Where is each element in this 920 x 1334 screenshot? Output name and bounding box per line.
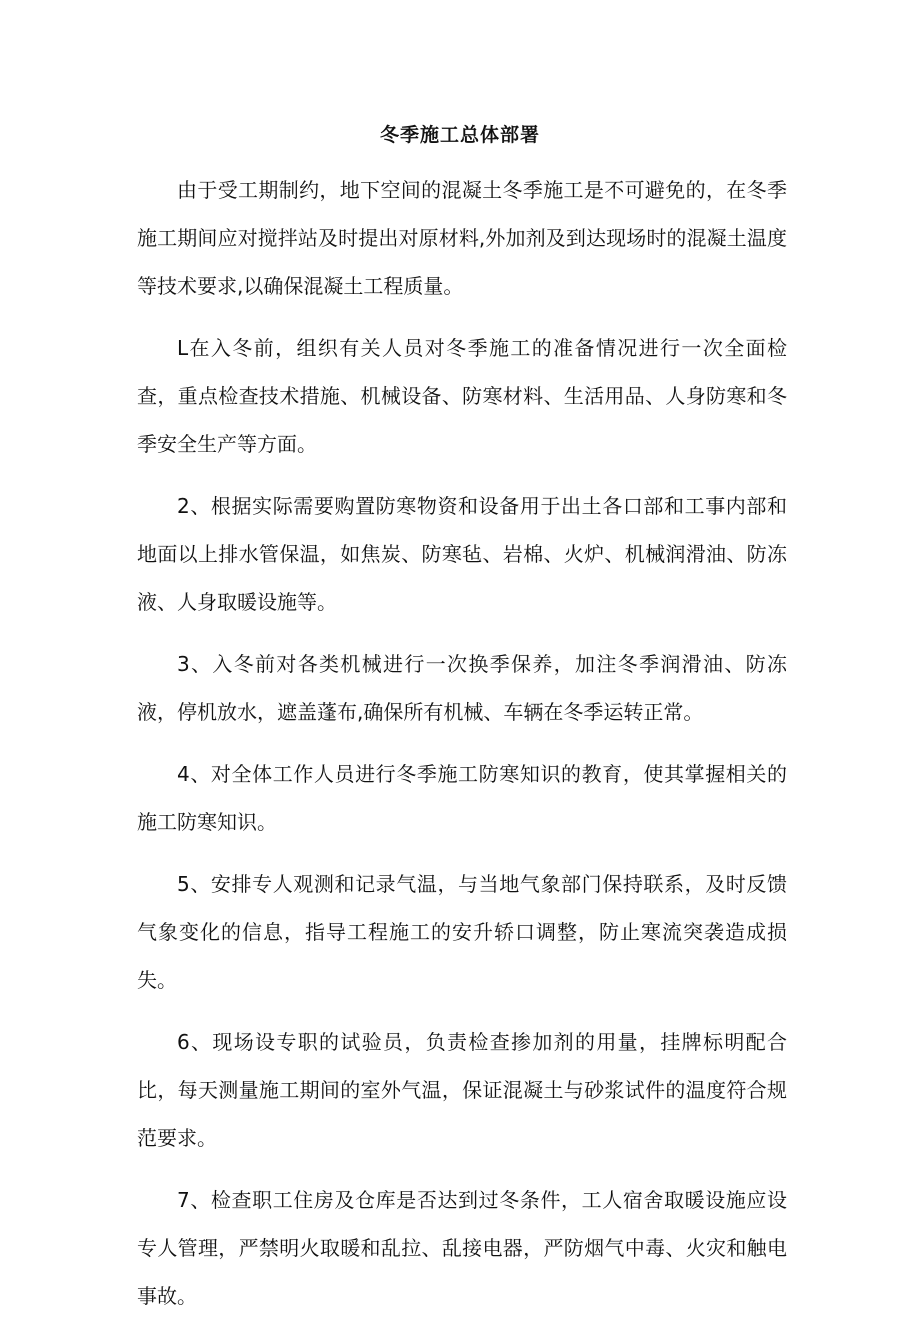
paragraph-item-6: 6、现场设专职的试验员，负责检查掺加剂的用量，挂牌标明配合比，每天测量施工期间的室外气温，保证混凝土与砂浆试件的温度符合规范要求。 xyxy=(137,1030,787,1150)
paragraph-item-2: 2、根据实际需要购置防寒物资和设备用于出土各口部和工事内部和地面以上排水管保温，如焦炭、防寒毡、岩棉、火炉、机械润滑油、防冻液、人身取暖设施等。 xyxy=(137,494,787,614)
paragraph-item-1: L在入冬前，组织有关人员对冬季施工的准备情况进行一次全面检查，重点检查技术措施、机械设备、防寒材料、生活用品、人身防寒和冬季安全生产等方面。 xyxy=(137,336,787,456)
paragraph-item-7: 7、检查职工住房及仓库是否达到过冬条件，工人宿舍取暖设施应设专人管理，严禁明火取暖和乱拉、乱接电器，严防烟气中毒、火灾和触电事故。 xyxy=(137,1188,787,1308)
paragraph-item-3: 3、入冬前对各类机械进行一次换季保养，加注冬季润滑油、防冻液，停机放水，遮盖蓬布,确保所有机械、车辆在冬季运转正常。 xyxy=(137,652,787,724)
paragraph-intro: 由于受工期制约，地下空间的混凝土冬季施工是不可避免的，在冬季施工期间应对搅拌站及时提出对原材料,外加剂及到达现场时的混凝土温度等技术要求,以确保混凝土工程质量。 xyxy=(137,178,787,298)
paragraph-item-4: 4、对全体工作人员进行冬季施工防寒知识的教育，使其掌握相关的施工防寒知识。 xyxy=(137,762,787,834)
document-title: 冬季施工总体部署 xyxy=(379,124,540,146)
paragraph-item-5: 5、安排专人观测和记录气温，与当地气象部门保持联系，及时反馈气象变化的信息，指导工程施工的安升轿口调整，防止寒流突袭造成损失。 xyxy=(137,872,787,992)
document-body xyxy=(137,166,787,1334)
